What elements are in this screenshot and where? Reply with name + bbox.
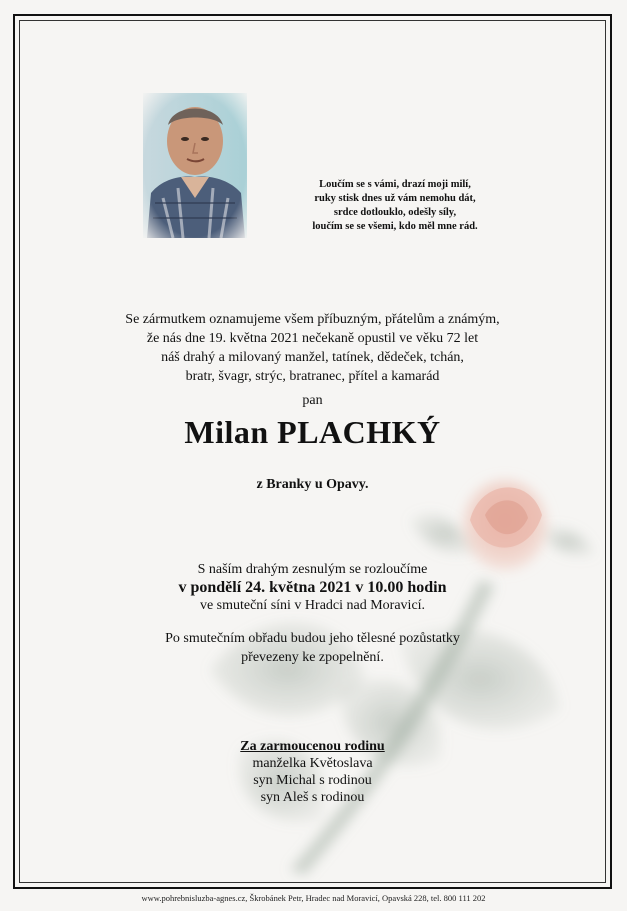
portrait-photo (143, 93, 247, 238)
mourner-name: syn Michal s rodinou (253, 773, 372, 788)
announcement-line: bratr, švagr, strýc, bratranec, přítel a kamarád (185, 369, 440, 384)
ceremony-info (40, 561, 585, 615)
mourners-heading: Za zarmoucenou rodinu (240, 739, 385, 754)
farewell-verse (285, 178, 505, 234)
funeral-service-footer: www.pohrebnisluzba-agnes.cz, Škrobánek Petr, Hradec nad Moravicí, Opavská 228, tel. 800 111 202 (141, 893, 486, 903)
leaf-shape (540, 527, 595, 556)
verse-line: Loučím se s vámi, drazí moji milí, (319, 179, 471, 190)
announcement-line: že nás dne 19. května 2021 nečekaně opustil ve věku 72 let (146, 331, 479, 346)
verse-line: loučím se se všemi, kdo měl mne rád. (312, 221, 478, 232)
honorific: pan (302, 393, 323, 408)
mourner-name: syn Aleš s rodinou (260, 790, 365, 805)
cremation-line: převezeny ke zpopelnění. (241, 650, 384, 665)
announcement-line: Se zármutkem oznamujeme všem příbuzným, přátelům a známým, (125, 312, 500, 327)
deceased-name: Milan PLACHKÝ (184, 414, 441, 450)
verse-line: srdce dotlouklo, odešly síly, (333, 207, 457, 218)
deceased-origin: z Branky u Opavy. (256, 477, 369, 492)
mourner-name: manželka Květoslava (252, 756, 373, 771)
ceremony-datetime: v pondělí 24. května 2021 v 10.00 hodin (178, 579, 447, 596)
ceremony-intro: S naším drahým zesnulým se rozloučíme (197, 562, 428, 577)
verse-line: ruky stisk dnes už vám nemohu dát, (314, 193, 476, 204)
ceremony-place: ve smuteční síni v Hradci nad Moravicí. (199, 598, 426, 613)
cremation-line: Po smutečním obřadu budou jeho tělesné pozůstatky (165, 631, 460, 646)
rose-illustration (150, 460, 610, 880)
cremation-note (40, 629, 585, 667)
rose-bud (463, 480, 547, 570)
mourners-list (40, 738, 585, 806)
announcement-text (40, 310, 585, 386)
announcement-line: náš drahý a milovaný manžel, tatínek, dědeček, tchán, (161, 350, 464, 365)
